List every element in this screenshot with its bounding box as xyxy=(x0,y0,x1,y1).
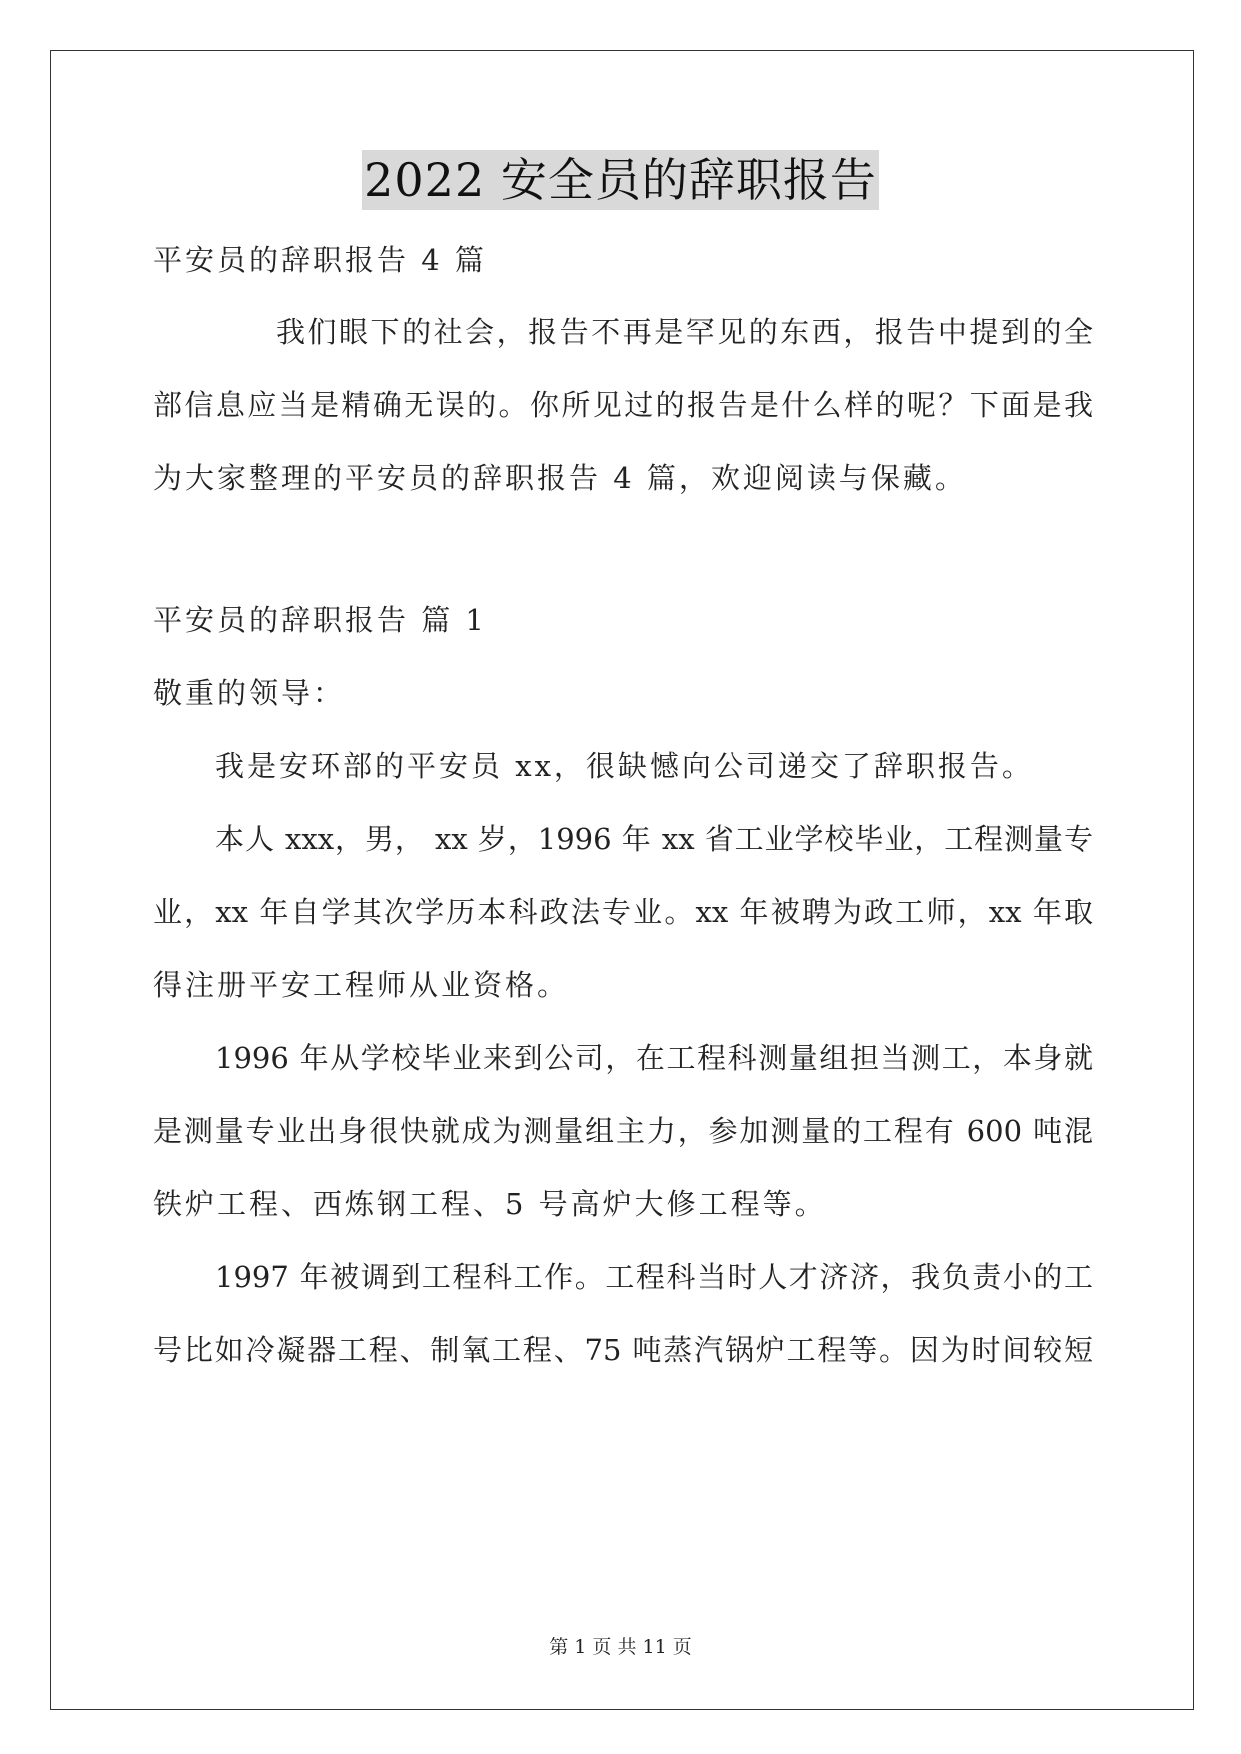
title-container xyxy=(0,150,1241,210)
paragraph-1: 我是安环部的平安员 xx，很缺憾向公司递交了辞职报告。 xyxy=(215,749,1034,783)
intro-line-2: 部信息应当是精确无误的。你所见过的报告是什么样的呢？下面是我 xyxy=(153,388,1093,422)
intro-line-3: 为大家整理的平安员的辞职报告 4 篇，欢迎阅读与保藏。 xyxy=(153,461,967,495)
paragraph-3-line-3: 铁炉工程、西炼钢工程、5 号高炉大修工程等。 xyxy=(153,1187,827,1221)
paragraph-2-line-2: 业，xx 年自学其次学历本科政法专业。xx 年被聘为政工师，xx 年取 xyxy=(153,895,1093,929)
document-subtitle: 平安员的辞职报告 4 篇 xyxy=(153,243,487,277)
intro-line-1: 我们眼下的社会，报告不再是罕见的东西，报告中提到的全 xyxy=(276,315,1093,349)
page-border xyxy=(50,50,1194,1710)
paragraph-4-line-1: 1997 年被调到工程科工作。工程科当时人才济济，我负责小的工 xyxy=(215,1260,1093,1294)
paragraph-3-line-2: 是测量专业出身很快就成为测量组主力，参加测量的工程有 600 吨混 xyxy=(153,1114,1093,1148)
salutation: 敬重的领导： xyxy=(153,676,346,710)
section-heading: 平安员的辞职报告 篇 1 xyxy=(153,603,487,637)
paragraph-2-line-3: 得注册平安工程师从业资格。 xyxy=(153,968,570,1002)
paragraph-2-line-1: 本人 xxx，男， xx 岁，1996 年 xx 省工业学校毕业，工程测量专 xyxy=(215,822,1093,856)
paragraph-4-line-2: 号比如冷凝器工程、制氧工程、75 吨蒸汽锅炉工程等。因为时间较短 xyxy=(153,1333,1093,1367)
document-title: 2022 安全员的辞职报告 xyxy=(362,150,879,210)
page-footer: 第 1 页 共 11 页 xyxy=(549,1636,692,1658)
paragraph-3-line-1: 1996 年从学校毕业来到公司，在工程科测量组担当测工，本身就 xyxy=(215,1041,1093,1075)
